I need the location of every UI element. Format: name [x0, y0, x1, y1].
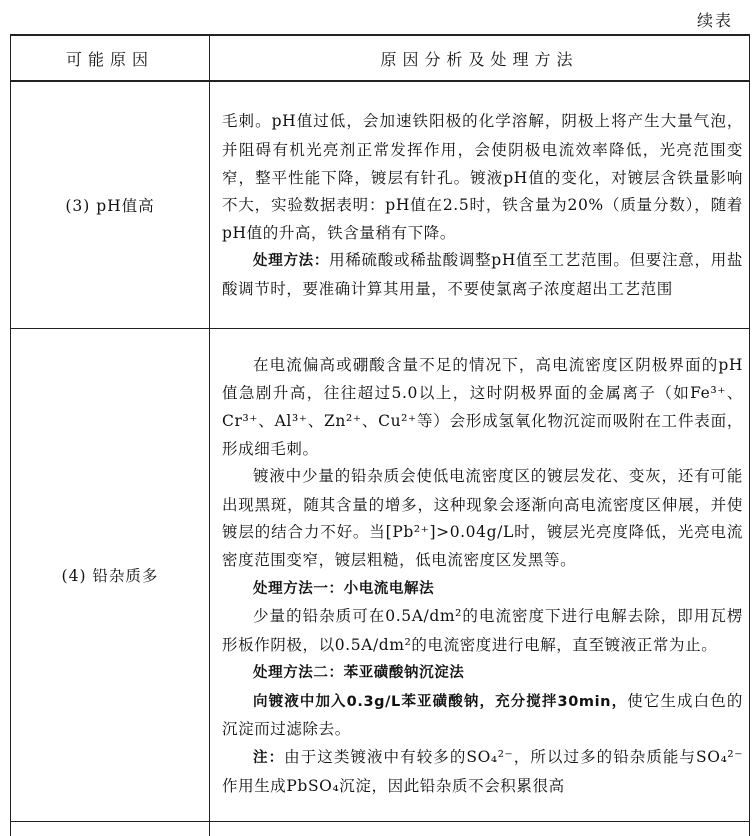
- table-header-row: [11, 35, 750, 81]
- continued-label: 续表: [697, 8, 733, 31]
- analysis-cell: [210, 81, 750, 329]
- analysis-paragraph: 镀液中少量的铅杂质会使低电流密度区的镀层发花、变灰，还有可能出现黑斑，随其含量的增多，这种现象会逐渐向高电流密度区伸展，并使镀层的结合力不好。当[Pb²⁺]>0.04g/L时，镀层光亮度降低，光亮电流密度范围变窄，镀层粗糙，低电流密度区发黑等。: [222, 463, 743, 574]
- troubleshooting-table: [10, 34, 750, 836]
- cause-cell: (3) pH值高: [11, 81, 210, 329]
- analysis-paragraph: 毛刺。pH值过低，会加速铁阳极的化学溶解，阴极上将产生大量气泡，并阻碍有机光亮剂正常发挥作用，会使阴极电流效率降低，光亮范围变窄，整平性能下降，镀层有针孔。镀液pH值的变化，对镀层含铁量影响不大，实验数据表明：pH值在2.5时，铁含量为20%（质量分数），随着pH值的升高，铁含量稍有下降。: [222, 108, 743, 247]
- method-heading: 处理方法二：苯亚磺酸钠沉淀法: [222, 659, 743, 688]
- analysis-paragraph: 处理方法：用稀硫酸或稀盐酸调整pH值至工艺范围。但要注意，用盐酸调节时，要准确计算其用量，不要使氯离子浓度超出工艺范围: [222, 247, 743, 303]
- cause-cell: (4) 铅杂质多: [11, 329, 210, 822]
- header-analysis: 原因分析及处理方法: [210, 35, 750, 81]
- table-row-continuation: [11, 822, 750, 836]
- analysis-paragraph: 少量的铅杂质可在0.5A/dm²的电流密度下进行电解去除，即用瓦楞形板作阴极，以0.5A/dm²的电流密度进行电解，直至镀液正常为止。: [222, 603, 743, 659]
- header-cause: 可能原因: [11, 35, 210, 81]
- method-heading: 处理方法一：小电流电解法: [222, 575, 743, 604]
- note-paragraph: 注：由于这类镀液中有较多的SO₄²⁻，所以过多的铅杂质能与SO₄²⁻作用生成PbSO₄沉淀，因此铅杂质不会积累很高: [222, 744, 743, 800]
- table-row: [11, 81, 750, 329]
- empty-cell: [210, 822, 750, 836]
- analysis-cell: [210, 329, 750, 822]
- analysis-paragraph: 在电流偏高或硼酸含量不足的情况下，高电流密度区阴极界面的pH值急剧升高，往往超过5.0以上，这时阴极界面的金属离子（如Fe³⁺、Cr³⁺、Al³⁺、Zn²⁺、Cu²⁺等）会形成氢氧化物沉淀而吸附在工件表面，形成细毛刺。: [222, 352, 743, 463]
- analysis-paragraph: 向镀液中加入0.3g/L苯亚磺酸钠，充分搅拌30min，使它生成白色的沉淀而过滤除去。: [222, 688, 743, 744]
- table-row: [11, 329, 750, 822]
- empty-cell: [11, 822, 210, 836]
